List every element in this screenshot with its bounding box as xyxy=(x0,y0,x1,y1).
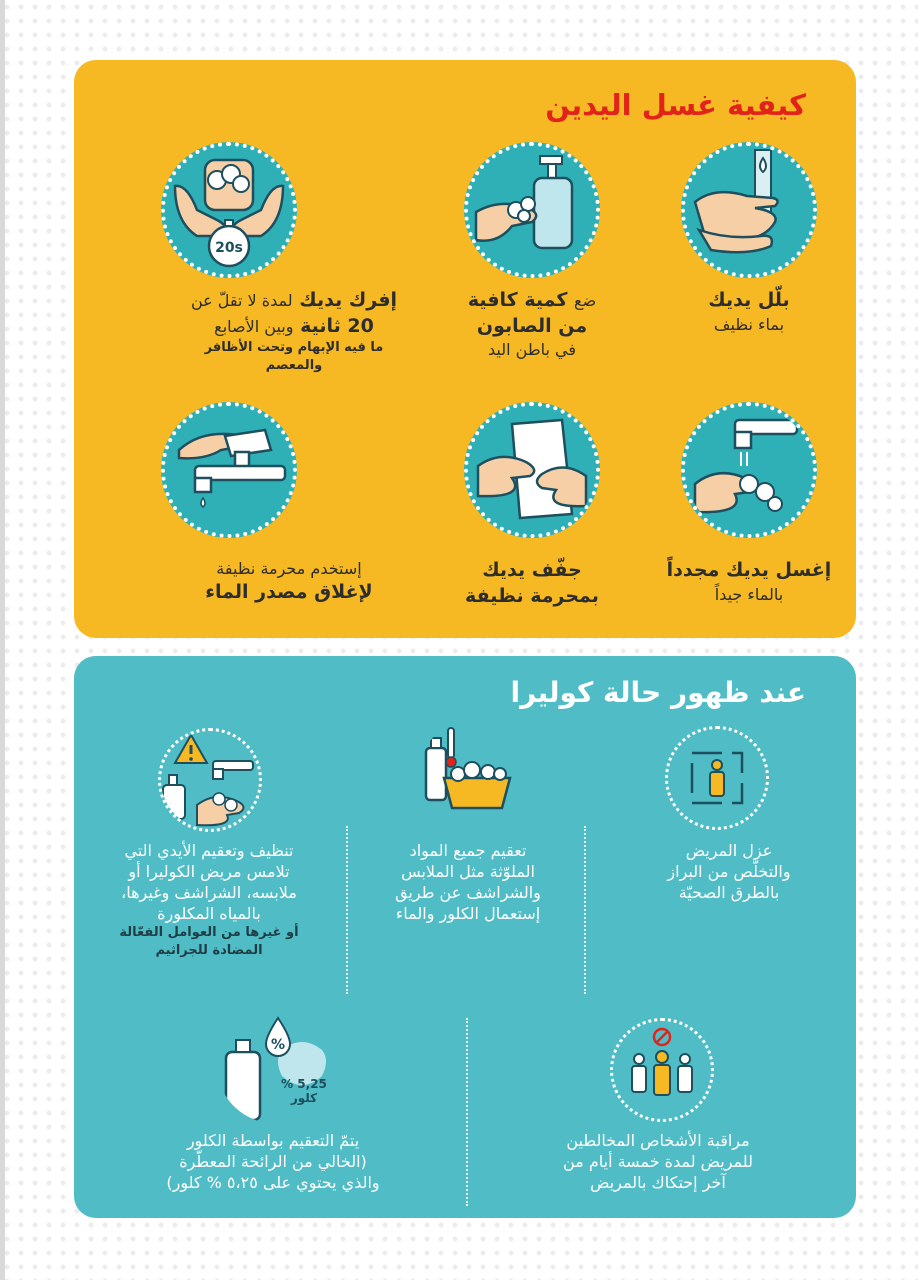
paper-towel-icon xyxy=(464,402,600,538)
isolation-person-icon xyxy=(665,726,769,830)
cholera-panel xyxy=(74,656,856,1218)
cholera-chlorine-text: يتمّ التعقيم بواسطة الكلور (الخالي من الرائحة المعطّرة والذي يحتوي على ٥،٢٥ % كلور) xyxy=(166,1131,380,1193)
step-wet-hands-text: بلّل يديك بماء نظيف xyxy=(708,289,790,334)
step-rub-hands-text: إفرك يديك لمدة لا تقلّ عن 20 ثانية وبين الأصابع ما فيه الإبهام وتحت الأظافر والمعصم xyxy=(190,289,398,373)
svg-text:%: % xyxy=(270,1037,286,1053)
svg-text:20s: 20s xyxy=(215,240,243,256)
divider-top-right xyxy=(584,826,586,994)
svg-text:كلور: كلور xyxy=(290,1091,318,1105)
cholera-title: عند ظهور حالة كوليرا xyxy=(510,676,806,709)
page-left-edge xyxy=(0,0,5,1280)
cholera-monitor-text: مراقبة الأشخاص المخالطين للمريض لمدة خمسة أيام من آخر إحتكاك بالمريض xyxy=(563,1131,753,1193)
warning-handwash-icon xyxy=(158,728,262,832)
step-apply-soap-text: ضع كمية كافية من الصابون في باطن اليد xyxy=(467,289,597,360)
close-faucet-icon xyxy=(161,402,297,538)
handwash-panel xyxy=(74,60,856,638)
divider-top-left xyxy=(346,826,348,994)
svg-text:% 5,25: % 5,25 xyxy=(281,1077,327,1091)
handwash-title: كيفية غسل اليدين xyxy=(545,88,806,122)
rub-hands-timer-icon xyxy=(161,142,297,278)
chlorine-bottle-icon xyxy=(218,1014,338,1124)
cholera-isolate-text: عزل المريض والتخلّص من البراز بالطرق الصحيّة xyxy=(667,841,791,903)
step-rinse-hands-text: إغسل يديك مجدداً بالماء جيداً xyxy=(666,559,832,604)
step-close-tap-text: إستخدم محرمة نظيفة لإغلاق مصدر الماء xyxy=(205,559,373,603)
rinse-faucet-icon xyxy=(681,402,817,538)
soap-dispenser-icon xyxy=(464,142,600,278)
contacts-group-icon xyxy=(610,1018,714,1122)
wet-hands-icon xyxy=(681,142,817,278)
laundry-basket-icon xyxy=(418,722,522,826)
divider-bottom xyxy=(466,1018,468,1206)
step-dry-hands-text: جفّف يديك بمحرمة نظيفة xyxy=(465,559,599,607)
cholera-disinfect-text: تعقيم جميع المواد الملوّثة مثل الملابس والشراشف عن طريق إستعمال الكلور والماء xyxy=(395,841,541,924)
cholera-clean-hands-text: تنظيف وتعقيم الأيدي التي تلامس مريض الكوليرا أو ملابسه، الشراشف وغيرها، بالمياه المكلورة أو غيرها من العوامل الفعّالة المضادة للجراثيم xyxy=(119,841,299,958)
